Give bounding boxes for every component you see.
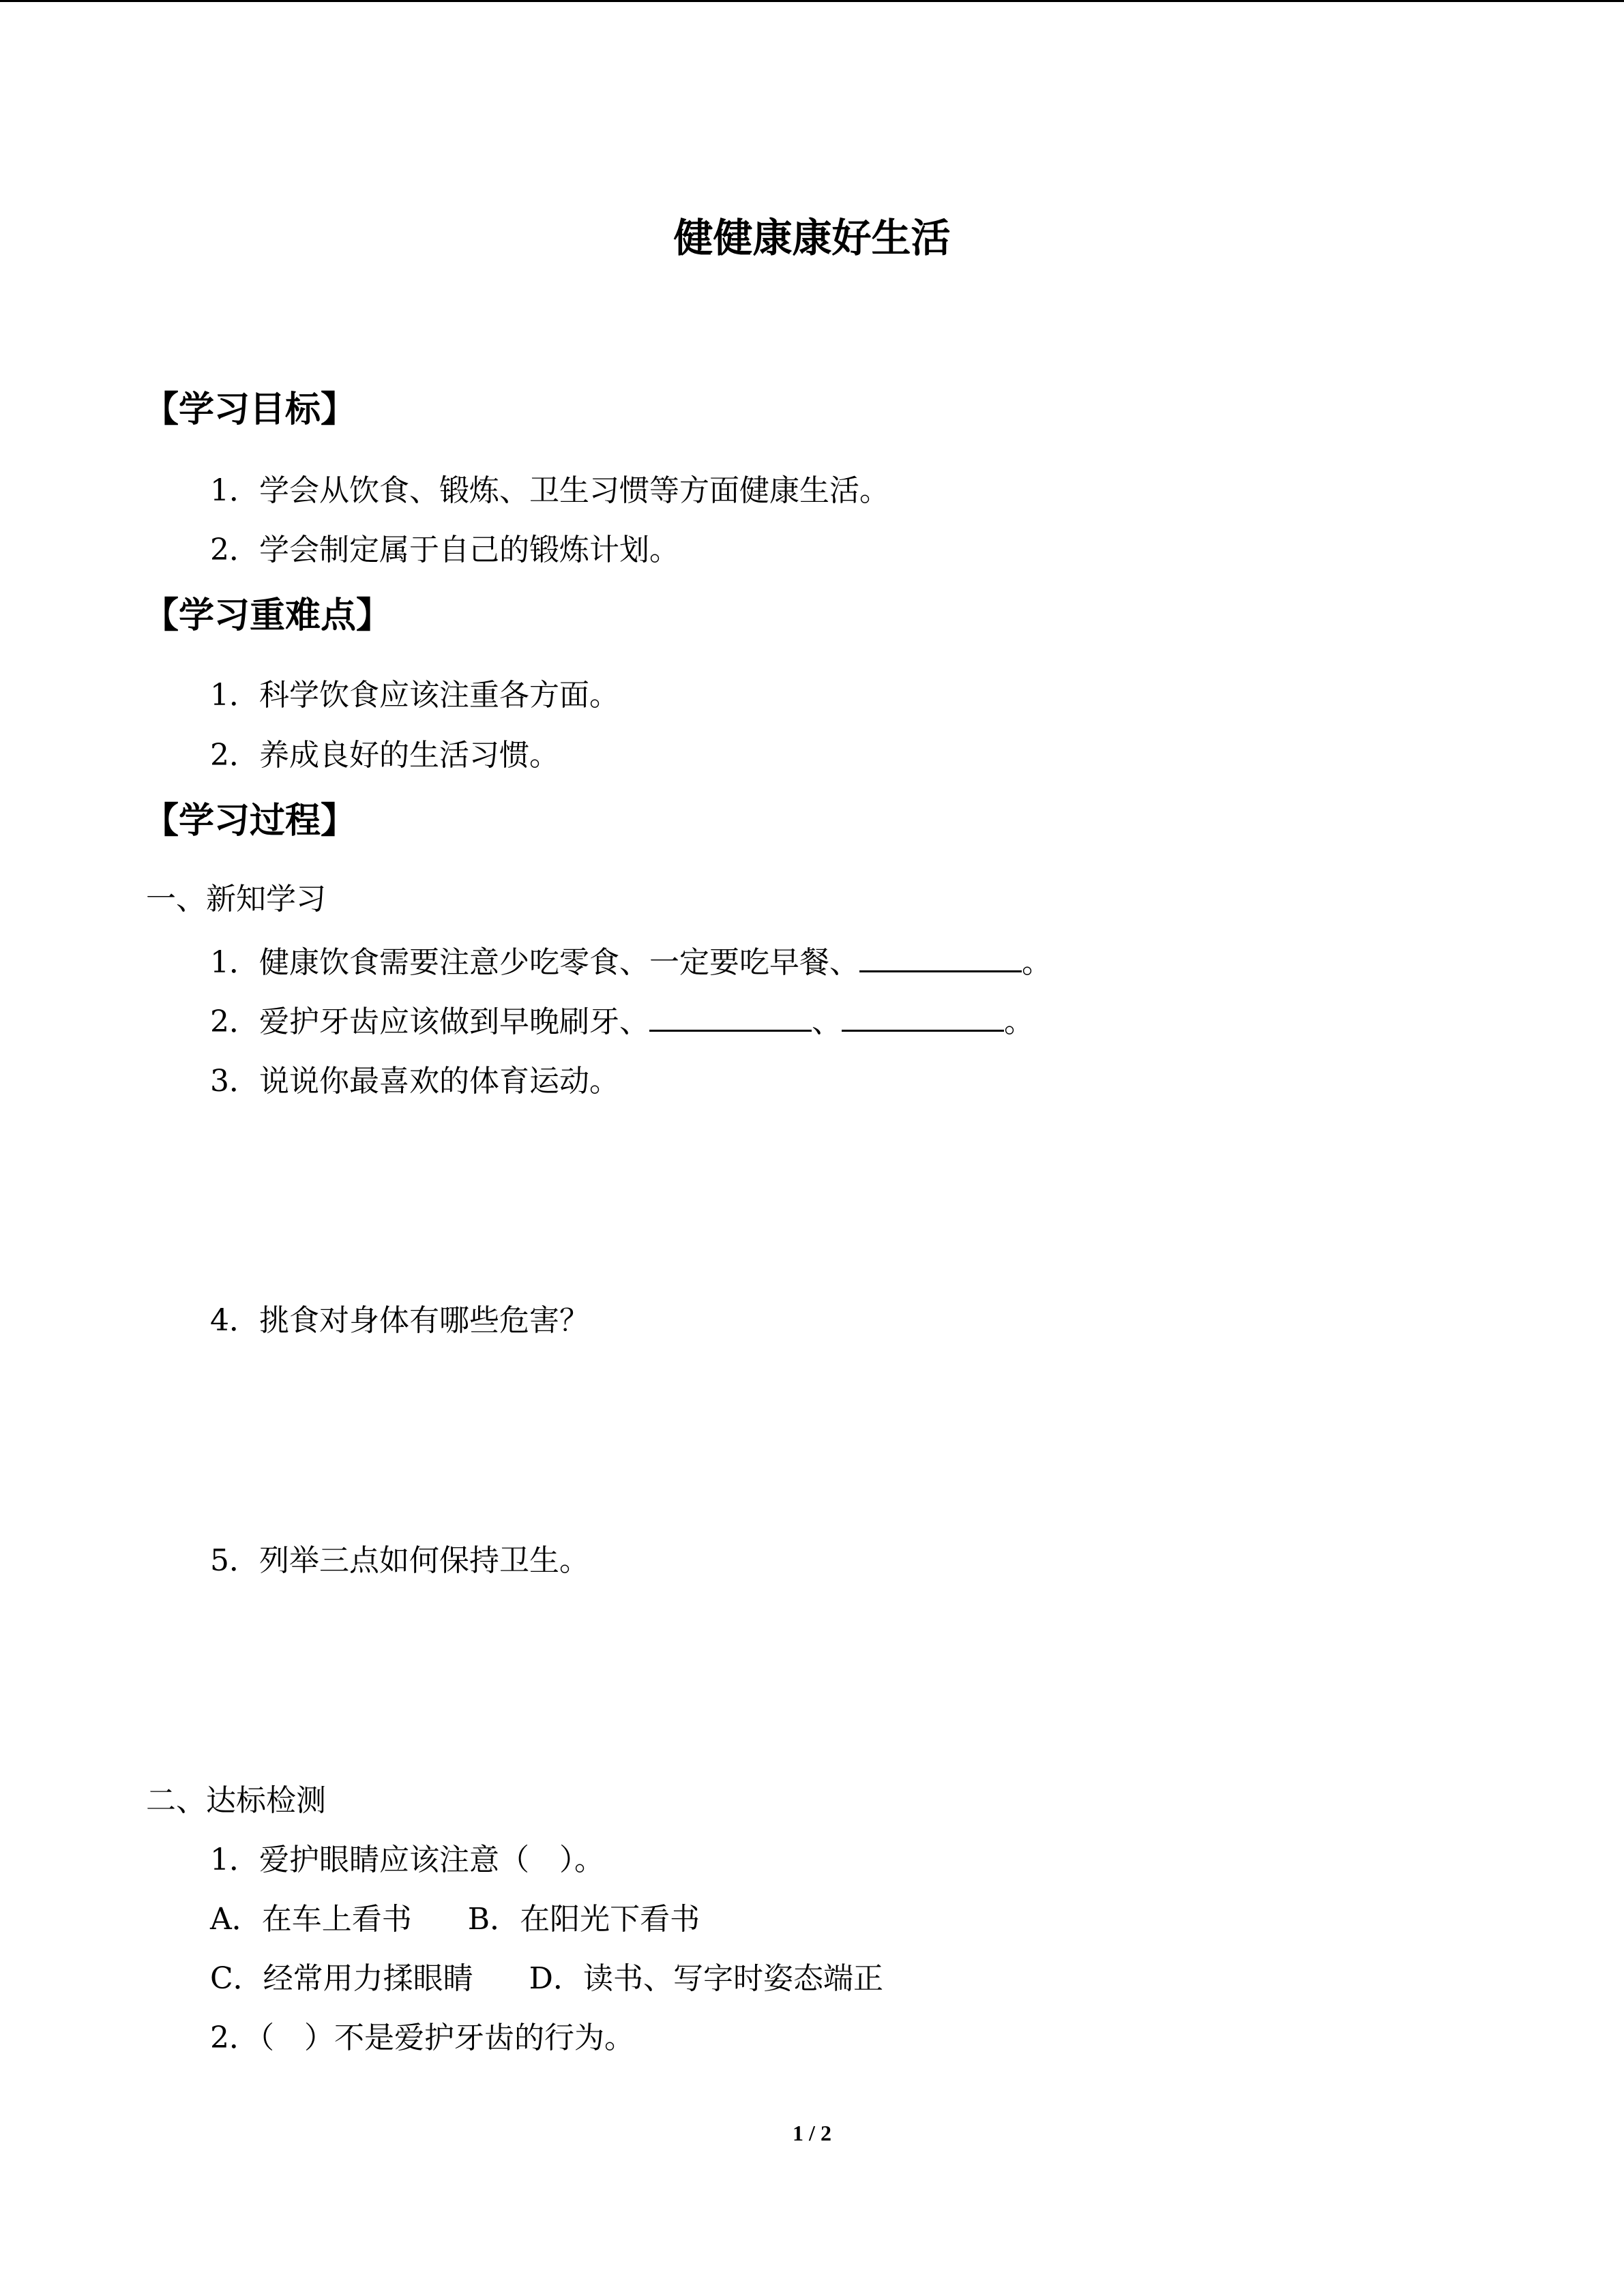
document-title: 健健康康好生活 (673, 215, 951, 261)
part2-question-1-options-row-1 (210, 1896, 700, 1943)
part1-question-2-end: 。 (1004, 1004, 1034, 1039)
part1-question-3: 3．说说你最喜欢的体育运动。 (210, 1064, 619, 1099)
part1-title: 一、新知学习 (146, 882, 326, 916)
part1-question-4: 4．挑食对身体有哪些危害？ (210, 1303, 589, 1338)
process-heading: 【学习过程】 (143, 801, 357, 841)
answer-blank[interactable] (859, 943, 1022, 972)
key-points-item-1: 1．科学饮食应该注重各方面。 (210, 678, 619, 713)
part2-title: 二、达标检测 (146, 1783, 326, 1818)
goals-item-2: 2．学会制定属于自己的锻炼计划。 (210, 533, 679, 567)
part1-question-2-sep: 、 (812, 1004, 842, 1039)
part2-question-2: 2．（ ）不是爱护牙齿的行为。 (210, 2021, 634, 2055)
part1-question-2 (210, 998, 1034, 1046)
option-d: D．读书、写字时姿态端正 (529, 1961, 883, 1996)
key-points-heading: 【学习重难点】 (143, 595, 392, 636)
part2-question-1: 1．爱护眼睛应该注意（ ）。 (210, 1843, 604, 1877)
goals-item-1: 1．学会从饮食、锻炼、卫生习惯等方面健康生活。 (210, 473, 889, 508)
goals-heading: 【学习目标】 (143, 389, 357, 430)
part1-question-1-end: 。 (1022, 945, 1052, 980)
part1-question-1-text: 1．健康饮食需要注意少吃零食、一定要吃早餐、 (210, 945, 859, 980)
option-b: B．在阳光下看书 (467, 1902, 700, 1937)
part1-question-2-text: 2．爱护牙齿应该做到早晚刷牙、 (210, 1004, 649, 1039)
answer-blank[interactable] (842, 1002, 1004, 1032)
answer-blank[interactable] (649, 1002, 812, 1032)
option-a: A．在车上看书 (210, 1902, 412, 1937)
part2-question-1-options-row-2 (210, 1955, 883, 2003)
page-number: 1 / 2 (793, 2121, 831, 2145)
key-points-item-2: 2．养成良好的生活习惯。 (210, 738, 559, 773)
page-top-border (0, 0, 1624, 2)
part1-question-1 (210, 939, 1052, 987)
part1-question-5: 5．列举三点如何保持卫生。 (210, 1543, 589, 1578)
option-c: C．经常用力揉眼睛 (210, 1961, 473, 1996)
